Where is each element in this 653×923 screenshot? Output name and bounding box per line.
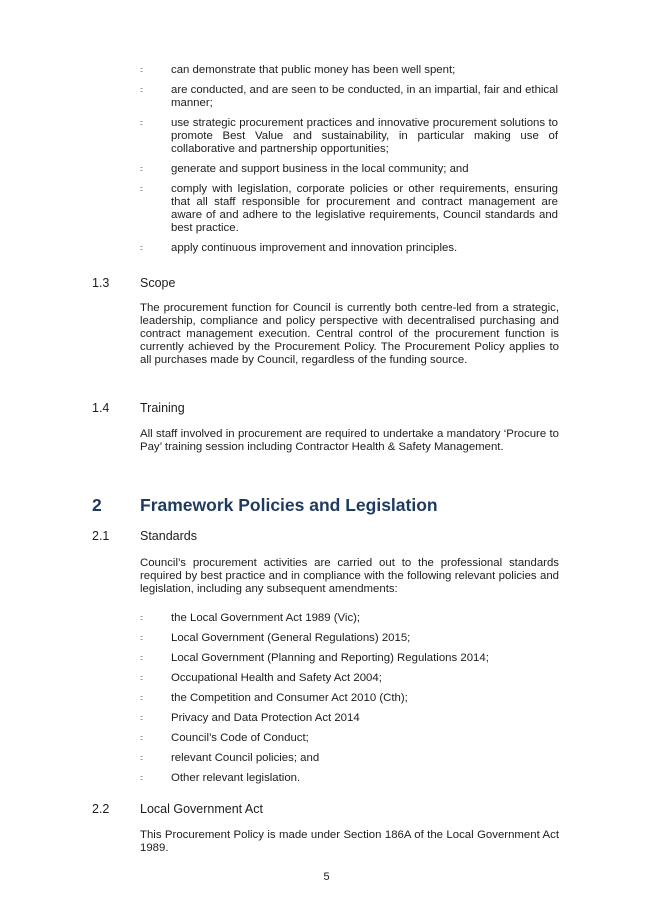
list-item bbox=[140, 732, 558, 745]
bullet-icon: :: bbox=[140, 715, 142, 722]
list-item-text: Local Government (General Regulations) 2015; bbox=[171, 632, 411, 644]
page-number: 5 bbox=[323, 871, 330, 883]
section-number: 2.2 bbox=[92, 802, 110, 816]
list-item bbox=[140, 692, 558, 705]
list-item bbox=[140, 183, 558, 235]
training-paragraph: All staff involved in procurement are required to undertake a mandatory ‘Procure to Pay’ training session including Contractor Health & Safety Management. bbox=[140, 428, 559, 453]
objectives-list bbox=[140, 64, 558, 255]
list-item bbox=[140, 117, 558, 156]
list-item-text: the Competition and Consumer Act 2010 (Cth); bbox=[171, 692, 408, 704]
list-item bbox=[140, 652, 558, 665]
bullet-icon: :: bbox=[140, 755, 142, 762]
list-item bbox=[140, 84, 558, 110]
list-item-text: use strategic procurement practices and innovative procurement solutions to promote Best Value and sustainability, in particular making use of collaborative and partnership opportunities; bbox=[171, 117, 558, 155]
bullet-icon: :: bbox=[140, 186, 142, 193]
standards-paragraph: Council’s procurement activities are carried out to the professional standards required by best practice and in compliance with the following relevant policies and legislation, including any subsequent amendments: bbox=[140, 557, 559, 595]
list-item-text: are conducted, and are seen to be conducted, in an impartial, fair and ethical manner; bbox=[171, 84, 558, 109]
list-item bbox=[140, 752, 558, 765]
list-item bbox=[140, 672, 558, 685]
list-item-text: Other relevant legislation. bbox=[171, 772, 301, 784]
list-item bbox=[140, 712, 558, 725]
section-number: 2.1 bbox=[92, 529, 110, 543]
list-item bbox=[140, 632, 558, 645]
bullet-icon: :: bbox=[140, 655, 142, 662]
list-item bbox=[140, 612, 558, 625]
bullet-icon: :: bbox=[140, 87, 142, 94]
list-item bbox=[140, 163, 558, 176]
list-item-text: Local Government (Planning and Reporting) Regulations 2014; bbox=[171, 652, 489, 664]
chapter-title: Framework Policies and Legislation bbox=[140, 495, 438, 515]
bullet-icon: :: bbox=[140, 635, 142, 642]
section-title: Training bbox=[140, 401, 185, 415]
list-item-text: Occupational Health and Safety Act 2004; bbox=[171, 672, 382, 684]
list-item bbox=[140, 772, 558, 785]
section-number: 1.4 bbox=[92, 401, 110, 415]
section-title: Standards bbox=[140, 529, 197, 543]
section-title: Scope bbox=[140, 276, 176, 290]
bullet-icon: :: bbox=[140, 735, 142, 742]
list-item-text: comply with legislation, corporate policies or other requirements, ensuring that all staff responsible for procurement and contract management are aware of and adhere to the legislative requirements, Council standards and best practice. bbox=[171, 183, 558, 234]
list-item-text: can demonstrate that public money has been well spent; bbox=[171, 64, 456, 76]
list-item-text: apply continuous improvement and innovation principles. bbox=[171, 242, 458, 254]
bullet-icon: :: bbox=[140, 615, 142, 622]
scope-paragraph: The procurement function for Council is currently both centre-led from a strategic, leadership, compliance and policy perspective with decentralised purchasing and contract management execution. Central control of the procurement function is currently achieved by the Procurement Policy. The Procurement Policy applies to all purchases made by Council, regardless of the funding source. bbox=[140, 302, 559, 366]
list-item-text: Council’s Code of Conduct; bbox=[171, 732, 309, 744]
list-item-text: Privacy and Data Protection Act 2014 bbox=[171, 712, 360, 724]
bullet-icon: :: bbox=[140, 67, 142, 74]
lga-paragraph: This Procurement Policy is made under Section 186A of the Local Government Act 1989. bbox=[140, 829, 559, 854]
list-item bbox=[140, 242, 558, 255]
legislation-list bbox=[140, 612, 558, 785]
list-item-text: the Local Government Act 1989 (Vic); bbox=[171, 612, 361, 624]
list-item-text: relevant Council policies; and bbox=[171, 752, 320, 764]
section-title: Local Government Act bbox=[140, 802, 263, 816]
section-number: 1.3 bbox=[92, 276, 110, 290]
list-item bbox=[140, 64, 558, 77]
chapter-number: 2 bbox=[92, 495, 102, 515]
bullet-icon: :: bbox=[140, 120, 142, 127]
bullet-icon: :: bbox=[140, 166, 142, 173]
bullet-icon: :: bbox=[140, 775, 142, 782]
bullet-icon: :: bbox=[140, 675, 142, 682]
bullet-icon: :: bbox=[140, 245, 142, 252]
bullet-icon: :: bbox=[140, 695, 142, 702]
list-item-text: generate and support business in the local community; and bbox=[171, 163, 469, 175]
